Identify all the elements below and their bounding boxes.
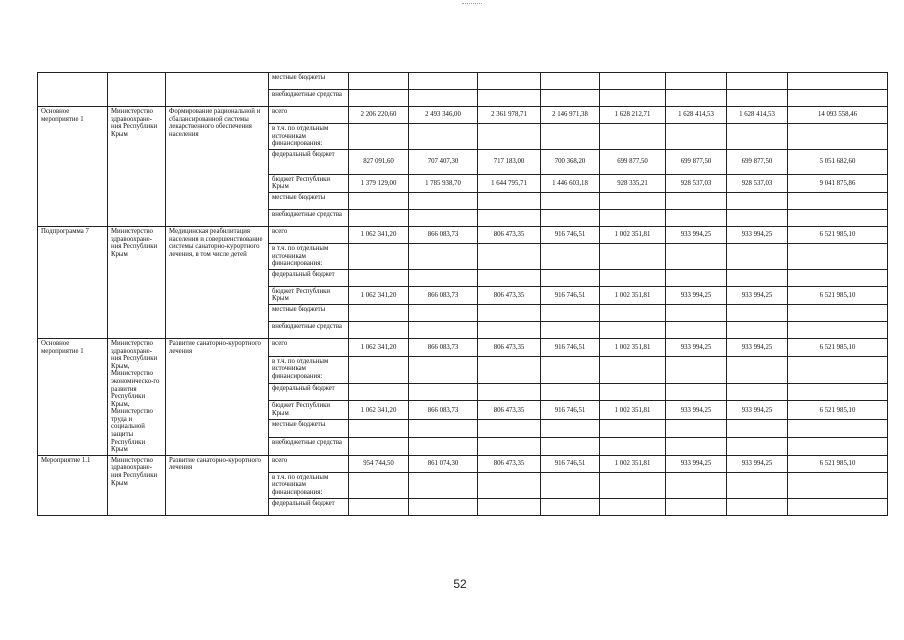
cell-year-value: 866 083,73 xyxy=(409,286,478,304)
cell-year-value xyxy=(409,124,478,150)
cell-total xyxy=(788,243,888,269)
cell-year-value xyxy=(600,472,666,498)
cell-year-value: 806 473,35 xyxy=(478,455,541,472)
cell-funding-source: в т.ч. по отдельным источникам финансирования: xyxy=(269,472,349,498)
cell-total xyxy=(788,73,888,90)
cell-year-value xyxy=(541,73,600,90)
cell-total xyxy=(788,124,888,150)
cell-year-value xyxy=(600,420,666,438)
cell-year-value xyxy=(541,472,600,498)
cell-year-value xyxy=(541,321,600,338)
cell-year-value xyxy=(478,124,541,150)
cell-year-value xyxy=(600,73,666,90)
table-row xyxy=(38,338,888,356)
cell-year-value xyxy=(600,192,666,209)
cell-funding-source: местные бюджеты xyxy=(269,420,349,438)
cell-resp: Министерство здравоохране-ния Республики Крым, Министерство экономическо-го развития Республики Крым, Министерство труда и социальной защиты Республики Крым xyxy=(108,338,166,455)
cell-total xyxy=(788,420,888,438)
cell-name: Развитие санаторно-курортного лечения xyxy=(166,338,269,455)
cell-year-value xyxy=(727,383,788,401)
cell-total xyxy=(788,356,888,383)
cell-year-value xyxy=(600,90,666,107)
cell-year-value xyxy=(727,243,788,269)
cell-year-value: 2 206 220,60 xyxy=(349,107,409,124)
cell-cat xyxy=(38,73,108,107)
cell-year-value xyxy=(349,304,409,321)
cell-year-value xyxy=(409,356,478,383)
cell-funding-source: в т.ч. по отдельным источникам финансирования: xyxy=(269,124,349,150)
cell-year-value: 827 091,60 xyxy=(349,149,409,174)
cell-year-value: 2 493 346,00 xyxy=(409,107,478,124)
cell-year-value: 933 994,25 xyxy=(666,286,727,304)
cell-year-value xyxy=(349,269,409,286)
cell-year-value: 1 062 341,20 xyxy=(349,338,409,356)
cell-year-value xyxy=(727,498,788,515)
cell-year-value xyxy=(666,90,727,107)
cell-year-value xyxy=(727,124,788,150)
cell-year-value: 1 002 351,81 xyxy=(600,401,666,420)
cell-year-value xyxy=(666,383,727,401)
cell-year-value xyxy=(666,472,727,498)
cell-year-value: 1 379 129,00 xyxy=(349,174,409,192)
cell-year-value: 933 994,25 xyxy=(727,338,788,356)
cell-funding-source: местные бюджеты xyxy=(269,304,349,321)
cell-funding-source: всего xyxy=(269,455,349,472)
cell-year-value xyxy=(478,420,541,438)
cell-total xyxy=(788,209,888,226)
cell-year-value xyxy=(727,304,788,321)
cell-year-value xyxy=(600,124,666,150)
cell-total: 5 051 682,60 xyxy=(788,149,888,174)
cell-total xyxy=(788,438,888,456)
cell-year-value xyxy=(600,304,666,321)
cell-year-value xyxy=(600,269,666,286)
cell-year-value xyxy=(541,438,600,456)
cell-year-value: 2 146 971,38 xyxy=(541,107,600,124)
cell-year-value: 707 407,30 xyxy=(409,149,478,174)
cell-year-value xyxy=(478,192,541,209)
cell-year-value xyxy=(409,498,478,515)
table-row xyxy=(38,107,888,124)
cell-year-value xyxy=(600,209,666,226)
cell-funding-source: бюджет Республики Крым xyxy=(269,401,349,420)
cell-year-value: 928 537,03 xyxy=(666,174,727,192)
cell-name: Медицинская реабилитация населения и совершенствование системы санаторно-курортного лечения, в том числе детей xyxy=(166,226,269,338)
cell-year-value xyxy=(541,269,600,286)
cell-year-value xyxy=(727,192,788,209)
cell-year-value: 928 537,03 xyxy=(727,174,788,192)
cell-year-value: 806 473,35 xyxy=(478,226,541,243)
cell-year-value xyxy=(409,438,478,456)
cell-funding-source: внебюджетные средства xyxy=(269,209,349,226)
cell-year-value: 806 473,35 xyxy=(478,338,541,356)
cell-year-value xyxy=(541,356,600,383)
cell-year-value xyxy=(666,420,727,438)
cell-year-value xyxy=(349,209,409,226)
cell-year-value: 916 746,51 xyxy=(541,401,600,420)
cell-funding-source: бюджет Республики Крым xyxy=(269,174,349,192)
cell-year-value: 717 183,00 xyxy=(478,149,541,174)
page-top-mark xyxy=(462,0,482,4)
cell-funding-source: местные бюджеты xyxy=(269,73,349,90)
cell-funding-source: всего xyxy=(269,107,349,124)
cell-year-value xyxy=(409,90,478,107)
cell-resp xyxy=(108,73,166,107)
cell-year-value xyxy=(349,321,409,338)
cell-funding-source: федеральный бюджет xyxy=(269,498,349,515)
cell-year-value: 933 994,25 xyxy=(666,338,727,356)
cell-funding-source: в т.ч. по отдельным источникам финансирования: xyxy=(269,243,349,269)
cell-year-value: 806 473,35 xyxy=(478,401,541,420)
cell-year-value xyxy=(727,420,788,438)
cell-year-value xyxy=(478,243,541,269)
cell-funding-source: федеральный бюджет xyxy=(269,149,349,174)
cell-year-value xyxy=(478,383,541,401)
cell-cat: Основное мероприятие 1 xyxy=(38,338,108,455)
cell-year-value: 933 994,25 xyxy=(727,286,788,304)
cell-total xyxy=(788,383,888,401)
cell-year-value: 1 628 414,53 xyxy=(727,107,788,124)
cell-year-value xyxy=(478,438,541,456)
cell-year-value xyxy=(409,73,478,90)
cell-year-value: 1 628 414,53 xyxy=(666,107,727,124)
cell-funding-source: всего xyxy=(269,226,349,243)
cell-funding-source: в т.ч. по отдельным источникам финансирования: xyxy=(269,356,349,383)
cell-year-value xyxy=(727,438,788,456)
cell-total: 6 521 985,10 xyxy=(788,286,888,304)
cell-year-value xyxy=(727,321,788,338)
cell-year-value xyxy=(666,356,727,383)
cell-total xyxy=(788,472,888,498)
cell-year-value: 933 994,25 xyxy=(727,401,788,420)
cell-year-value xyxy=(541,243,600,269)
cell-funding-source: внебюджетные средства xyxy=(269,321,349,338)
cell-total: 6 521 985,10 xyxy=(788,401,888,420)
cell-year-value xyxy=(600,498,666,515)
cell-year-value xyxy=(478,269,541,286)
cell-year-value xyxy=(349,192,409,209)
cell-year-value: 1 002 351,81 xyxy=(600,226,666,243)
cell-year-value xyxy=(349,243,409,269)
cell-year-value: 700 368,20 xyxy=(541,149,600,174)
cell-year-value xyxy=(349,73,409,90)
cell-year-value: 699 877,50 xyxy=(666,149,727,174)
cell-total xyxy=(788,498,888,515)
cell-year-value: 1 062 341,20 xyxy=(349,286,409,304)
cell-name xyxy=(166,73,269,107)
cell-year-value: 1 002 351,81 xyxy=(600,455,666,472)
cell-year-value xyxy=(666,192,727,209)
cell-year-value: 1 002 351,81 xyxy=(600,286,666,304)
cell-year-value xyxy=(409,209,478,226)
cell-year-value xyxy=(409,321,478,338)
cell-total: 9 041 875,86 xyxy=(788,174,888,192)
cell-year-value xyxy=(478,498,541,515)
cell-year-value xyxy=(478,304,541,321)
cell-year-value: 699 877,50 xyxy=(600,149,666,174)
cell-year-value: 2 361 978,71 xyxy=(478,107,541,124)
cell-name: Развитие санаторно-курортного лечения xyxy=(166,455,269,515)
cell-year-value: 699 877,50 xyxy=(727,149,788,174)
cell-cat: Мероприятие 1.1 xyxy=(38,455,108,515)
cell-year-value xyxy=(666,321,727,338)
cell-year-value xyxy=(666,243,727,269)
cell-total xyxy=(788,90,888,107)
cell-year-value xyxy=(541,498,600,515)
cell-year-value: 1 446 603,18 xyxy=(541,174,600,192)
cell-year-value: 916 746,51 xyxy=(541,338,600,356)
cell-year-value xyxy=(666,438,727,456)
cell-year-value xyxy=(478,321,541,338)
cell-resp: Министерство здравоохране-ния Республики Крым xyxy=(108,455,166,515)
cell-year-value: 1 628 212,71 xyxy=(600,107,666,124)
cell-year-value xyxy=(541,192,600,209)
cell-year-value xyxy=(600,243,666,269)
cell-cat: Подпрограмма 7 xyxy=(38,226,108,338)
cell-year-value xyxy=(600,356,666,383)
cell-year-value xyxy=(541,209,600,226)
cell-year-value: 916 746,51 xyxy=(541,286,600,304)
cell-year-value xyxy=(727,269,788,286)
cell-total: 6 521 985,10 xyxy=(788,338,888,356)
cell-funding-source: внебюджетные средства xyxy=(269,90,349,107)
cell-year-value xyxy=(666,124,727,150)
cell-year-value: 916 746,51 xyxy=(541,226,600,243)
cell-year-value xyxy=(349,124,409,150)
cell-year-value xyxy=(349,438,409,456)
cell-resp: Министерство здравоохране-ния Республики Крым xyxy=(108,226,166,338)
cell-year-value xyxy=(666,304,727,321)
cell-year-value: 1 062 341,20 xyxy=(349,401,409,420)
cell-year-value xyxy=(478,73,541,90)
cell-funding-source: местные бюджеты xyxy=(269,192,349,209)
cell-year-value: 806 473,35 xyxy=(478,286,541,304)
cell-resp: Министерство здравоохране-ния Республики Крым xyxy=(108,107,166,227)
cell-year-value xyxy=(727,73,788,90)
cell-year-value xyxy=(666,209,727,226)
cell-year-value xyxy=(409,192,478,209)
cell-name: Формирование рациональной и сбалансированной системы лекарственного обеспечения населения xyxy=(166,107,269,227)
cell-year-value: 866 083,73 xyxy=(409,338,478,356)
cell-year-value xyxy=(409,243,478,269)
cell-year-value: 1 002 351,81 xyxy=(600,338,666,356)
page-number: 52 xyxy=(453,577,467,591)
cell-year-value xyxy=(541,124,600,150)
cell-funding-source: федеральный бюджет xyxy=(269,269,349,286)
cell-year-value xyxy=(666,73,727,90)
cell-year-value: 861 074,30 xyxy=(409,455,478,472)
cell-total xyxy=(788,192,888,209)
cell-year-value xyxy=(478,90,541,107)
cell-year-value: 1 785 938,70 xyxy=(409,174,478,192)
cell-total: 14 093 558,46 xyxy=(788,107,888,124)
cell-year-value xyxy=(349,90,409,107)
cell-funding-source: федеральный бюджет xyxy=(269,383,349,401)
cell-year-value: 1 644 795,71 xyxy=(478,174,541,192)
cell-year-value xyxy=(600,383,666,401)
cell-year-value xyxy=(349,383,409,401)
cell-year-value xyxy=(349,472,409,498)
cell-year-value: 933 994,25 xyxy=(666,455,727,472)
table-row xyxy=(38,455,888,472)
cell-year-value xyxy=(478,472,541,498)
cell-year-value: 933 994,25 xyxy=(666,226,727,243)
cell-funding-source: внебюджетные средства xyxy=(269,438,349,456)
cell-year-value xyxy=(666,269,727,286)
cell-year-value: 933 994,25 xyxy=(727,455,788,472)
cell-cat: Основное мероприятие 1 xyxy=(38,107,108,227)
cell-year-value xyxy=(478,356,541,383)
cell-year-value xyxy=(541,304,600,321)
cell-year-value xyxy=(349,420,409,438)
cell-year-value xyxy=(409,304,478,321)
cell-total: 6 521 985,10 xyxy=(788,455,888,472)
cell-year-value xyxy=(541,420,600,438)
cell-year-value: 933 994,25 xyxy=(666,401,727,420)
cell-year-value xyxy=(349,356,409,383)
cell-year-value: 916 746,51 xyxy=(541,455,600,472)
cell-year-value xyxy=(541,90,600,107)
cell-year-value xyxy=(600,321,666,338)
cell-year-value xyxy=(727,209,788,226)
cell-year-value: 933 994,25 xyxy=(727,226,788,243)
cell-funding-source: бюджет Республики Крым xyxy=(269,286,349,304)
cell-year-value xyxy=(666,498,727,515)
cell-year-value xyxy=(727,90,788,107)
table-row xyxy=(38,226,888,243)
table-row xyxy=(38,73,888,90)
cell-year-value xyxy=(409,383,478,401)
cell-year-value xyxy=(541,383,600,401)
cell-year-value xyxy=(727,472,788,498)
cell-year-value: 866 083,73 xyxy=(409,226,478,243)
cell-total xyxy=(788,304,888,321)
cell-year-value: 928 335,21 xyxy=(600,174,666,192)
cell-year-value xyxy=(349,498,409,515)
cell-year-value xyxy=(409,420,478,438)
cell-year-value xyxy=(409,269,478,286)
cell-year-value xyxy=(600,438,666,456)
cell-year-value xyxy=(478,209,541,226)
table-body xyxy=(38,73,888,516)
cell-year-value xyxy=(409,472,478,498)
cell-year-value xyxy=(727,356,788,383)
cell-total xyxy=(788,269,888,286)
cell-funding-source: всего xyxy=(269,338,349,356)
cell-total xyxy=(788,321,888,338)
cell-year-value: 954 744,50 xyxy=(349,455,409,472)
funding-table xyxy=(37,72,888,516)
cell-total: 6 521 985,10 xyxy=(788,226,888,243)
cell-year-value: 1 062 341,20 xyxy=(349,226,409,243)
cell-year-value: 866 083,73 xyxy=(409,401,478,420)
